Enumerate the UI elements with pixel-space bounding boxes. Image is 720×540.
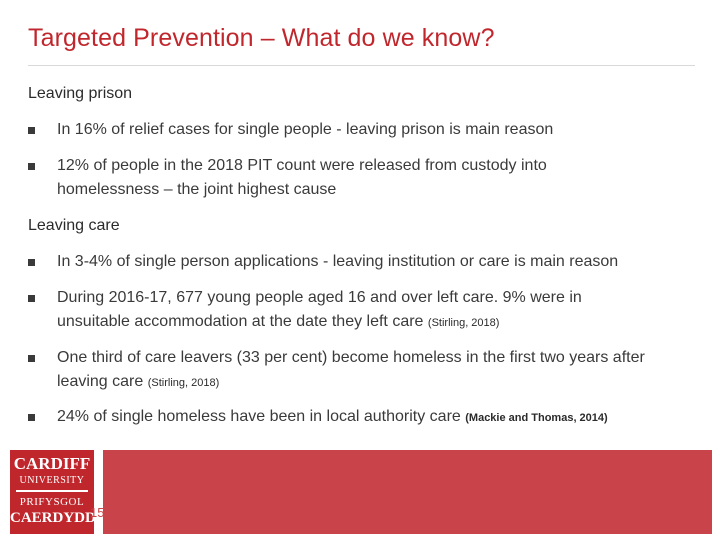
bullet-item: [28, 286, 708, 335]
bullet-text: In 16% of relief cases for single people - leaving prison is main reason: [57, 121, 554, 138]
logo-line-caerdydd: CAERDYDD: [10, 510, 96, 526]
bullet-icon: [28, 259, 35, 266]
bullet-icon: [28, 355, 35, 362]
bullet-item: [28, 118, 708, 142]
bullet-icon: [28, 127, 35, 134]
section-heading-leaving-prison: Leaving prison: [28, 85, 133, 102]
bullet-text: 24% of single homeless have been in local authority care: [57, 408, 461, 425]
citation: (Mackie and Thomas, 2014): [465, 412, 608, 424]
logo-line-prifysgol: PRIFYSGOL: [19, 496, 85, 508]
bullet-text: During 2016-17, 677 young people aged 16 and over left care. 9% were in unsuitable accommodation at the date they left care: [57, 289, 582, 330]
bullet-item: [28, 405, 708, 430]
citation: (Stirling, 2018): [427, 317, 500, 329]
bullet-text: 12% of people in the 2018 PIT count were released from custody into homelessness – the joint highest cause: [57, 157, 547, 198]
footer-band: [103, 450, 712, 534]
bullet-item: [28, 346, 708, 395]
bullet-icon: [28, 414, 35, 421]
logo-divider: [16, 490, 88, 492]
bullet-item: [28, 154, 708, 202]
logo-line-university: UNIVERSITY: [19, 475, 85, 486]
slide-title: Targeted Prevention – What do we know?: [28, 24, 495, 52]
title-divider: [28, 65, 695, 66]
bullet-item: [28, 250, 708, 274]
bullet-text: In 3-4% of single person applications - leaving institution or care is main reason: [57, 253, 619, 270]
section-heading-leaving-care: Leaving care: [28, 217, 120, 234]
slide-number: 15: [90, 505, 105, 520]
logo-line-cardiff: CARDIFF: [13, 454, 91, 473]
bullet-icon: [28, 163, 35, 170]
cardiff-university-logo: [10, 450, 94, 534]
citation: (Stirling, 2018): [147, 377, 220, 389]
bullet-icon: [28, 295, 35, 302]
bullet-text: One third of care leavers (33 per cent) become homeless in the first two years after leaving care: [57, 349, 645, 390]
